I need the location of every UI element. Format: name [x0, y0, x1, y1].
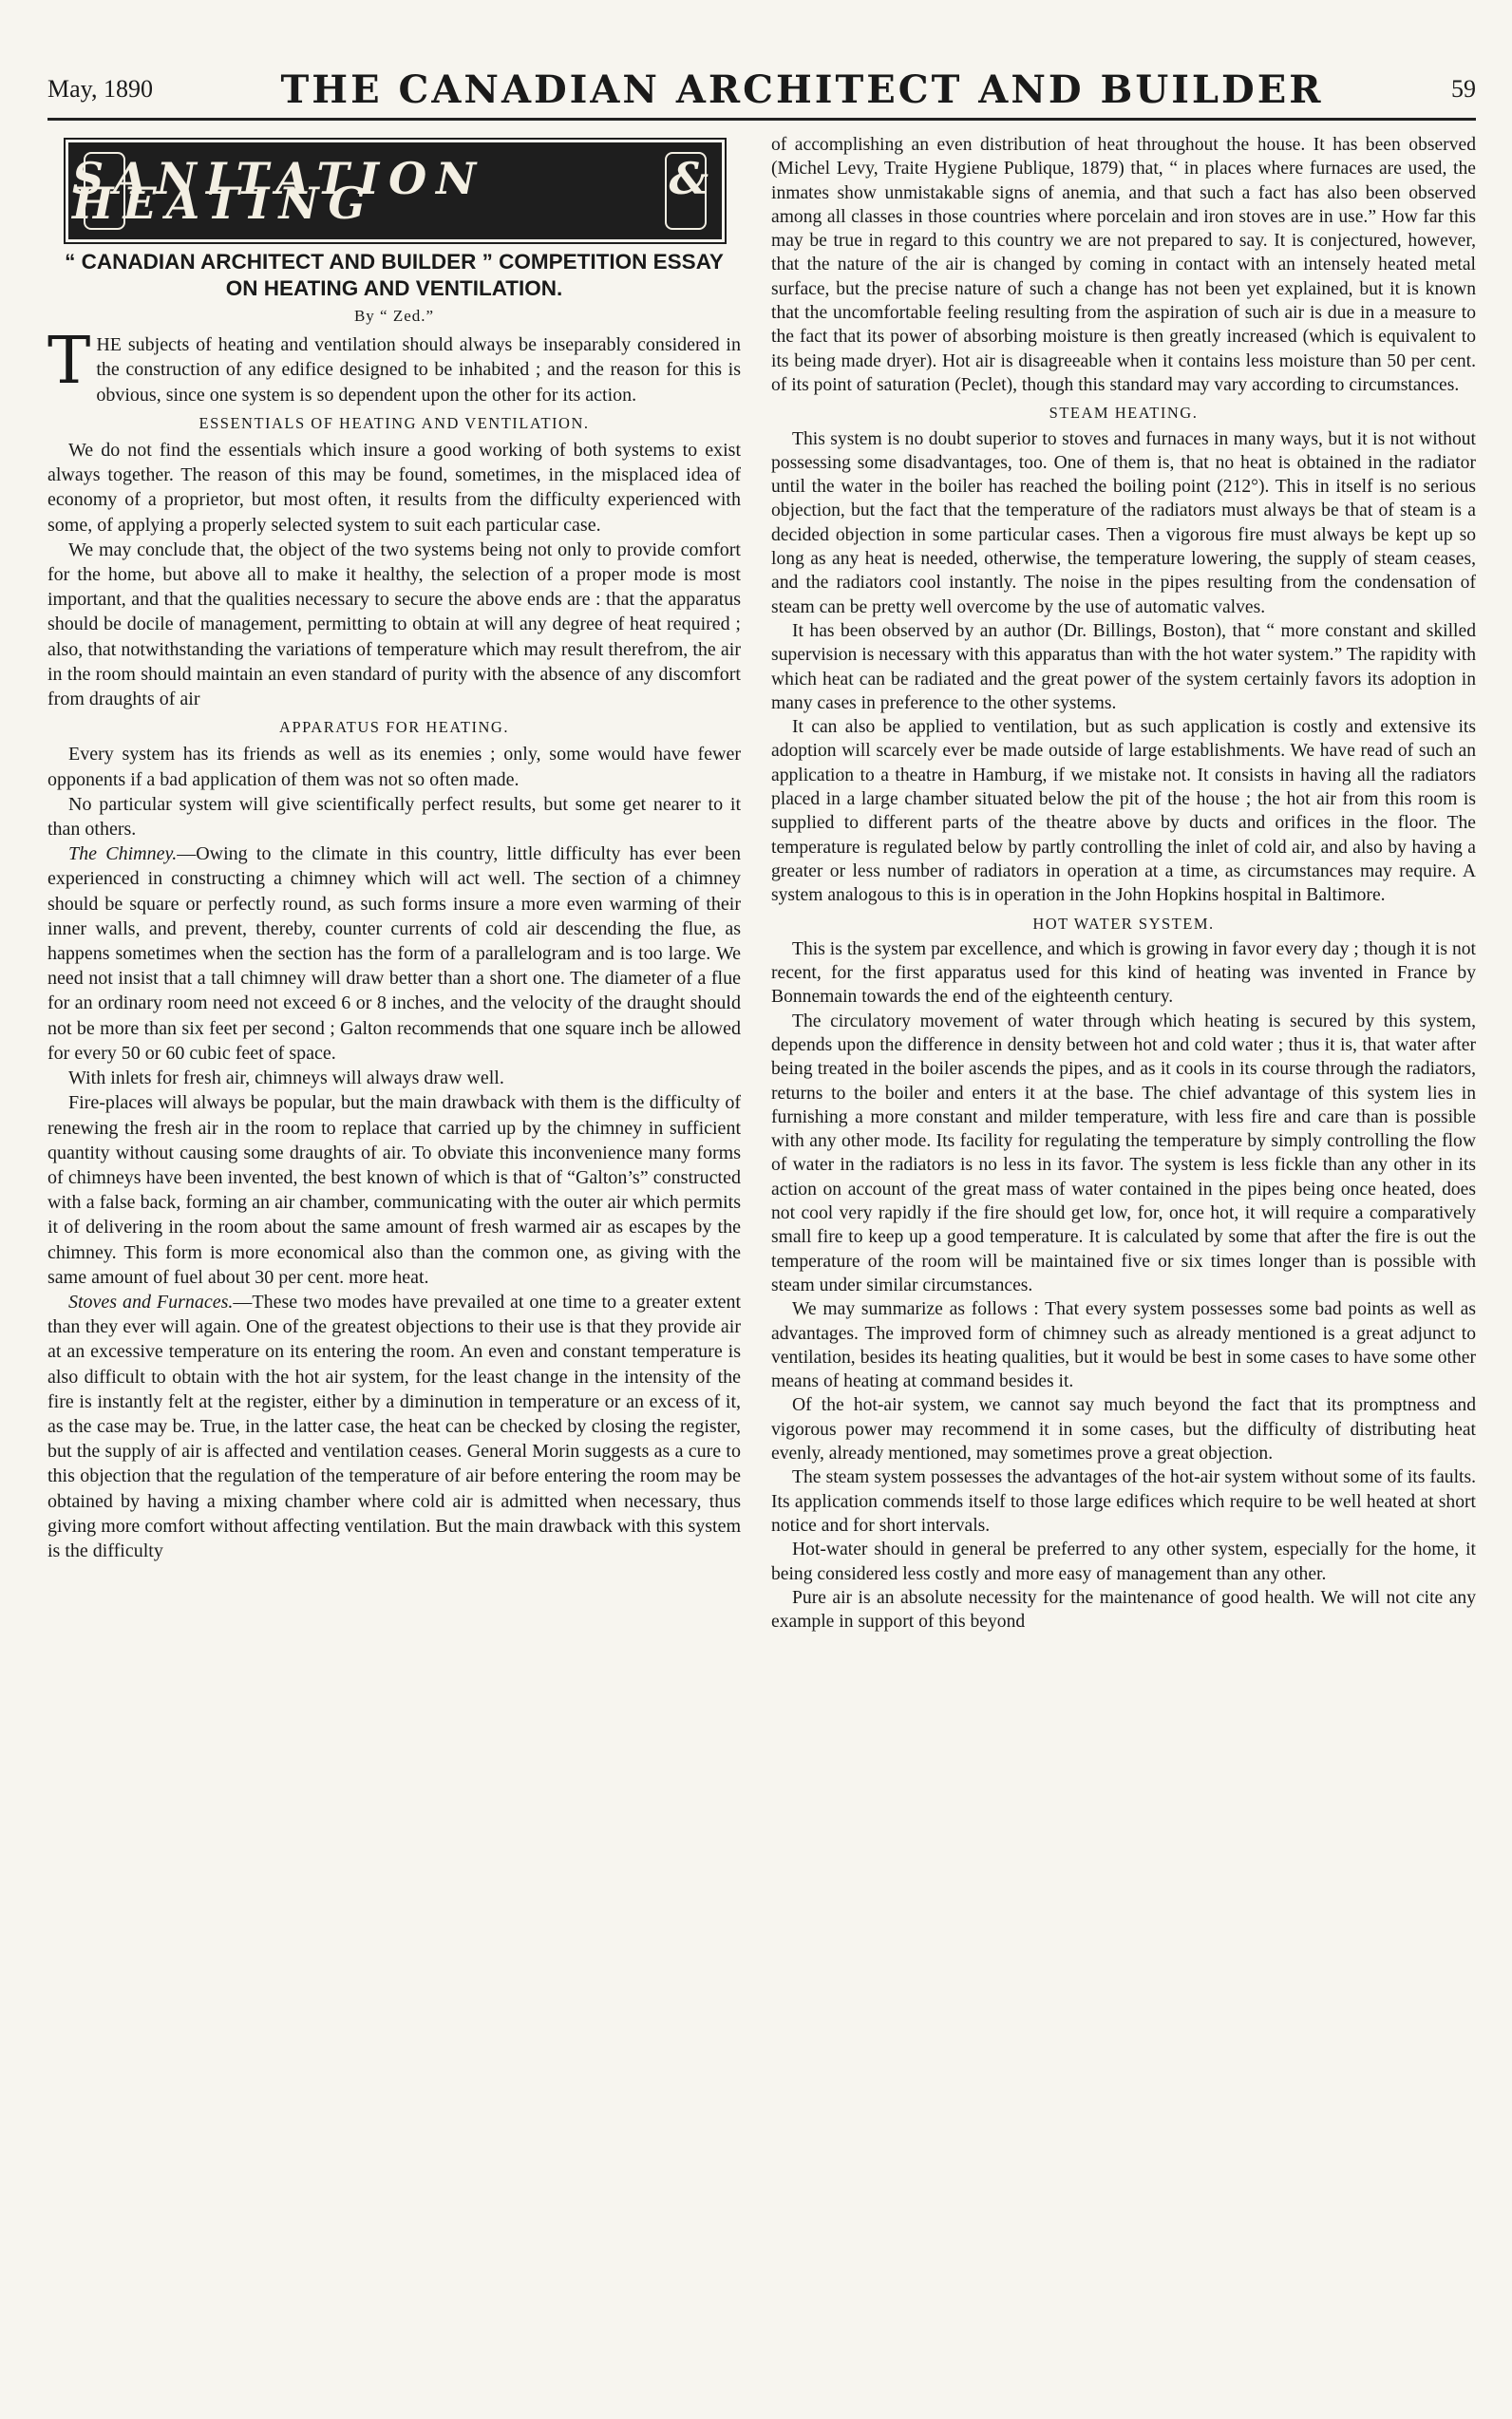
paragraph: Every system has its friends as well as its enemies ; only, some would have fewer opponents if a bad application of them was not so often made.	[47, 744, 741, 790]
paragraph: The circulatory movement of water through which heating is secured by this system, depends upon the difference in density between hot and cold water ; thus it is, that water after being treated in the boiler ascends the pipes, and as it cools in its course through the radiators, returns to the boiler and enters it at the base. The chief advantage of this system lies in furnishing a more constant and milder temperature, with less fire and care than is possible with any other mode. Its facility for regulating the temperature by simply controlling the flow of water in the radiators is no less in its favor. The system is less fickle than any other in its action on account of the great mass of water contained in the pipes being once heated, does not cool very rapidly if the fire should get low, for, once hot, it will require a comparatively small fire to keep up a good temperature. It is calculated by some that after the fire is out the temperature of the room will be maintained five or six times longer than is possible with steam under similar circumstances.	[771, 1011, 1476, 1295]
article-title: “ CANADIAN ARCHITECT AND BUILDER ” COMPETITION ESSAY ON HEATING AND VENTILATION.	[65, 250, 724, 300]
paragraph: We may conclude that, the object of the two systems being not only to provide comfort for the home, but above all to make it healthy, the selection of a proper mode is most important, and that the qualities necessary to secure the above ends are : that the apparatus should be docile of management, permitting to obtain at will any degree of heat required ; also, that notwithstanding the variations of temperature which may result therefrom, the air in the room should maintain an even standard of purity with the absence of any discomfort from draughts of air	[47, 539, 741, 710]
paragraph: No particular system will give scientifically perfect results, but some get nearer to it than others.	[47, 793, 741, 841]
paragraph: Pure air is an absolute necessity for the maintenance of good health. We will not cite any example in support of this beyond	[771, 1587, 1476, 1633]
run-in-heading: Stoves and Furnaces.	[68, 1291, 234, 1313]
article-byline: By “ Zed.”	[353, 307, 435, 325]
header-rule	[47, 118, 1476, 121]
paragraph: With inlets for fresh air, chimneys will always draw well.	[68, 1068, 504, 1089]
paragraph-chimney: The Chimney.—Owing to the climate in this country, little difficulty has ever been experienced in constructing a chimney which will act well. The section of a chimney should be square or perfectly round, as such forms insure a more even warming of their inner walls, and prevent, thereby, counter currents of cold air descending the flue, as happens sometimes when the section has the form of a parallelogram and is too large. We need not insist that a tall chimney will draw better than a short one. The diameter of a flue for an ordinary room need not exceed 6 or 8 inches, and the velocity of the draught should not be more than six feet per second ; Galton recommends that one square inch be allowed for every 50 or 60 cubic feet of space.	[47, 843, 741, 1064]
intro-paragraph: THE subjects of heating and ventilation should always be inseparably considered in the construction of any edifice designed to be inhabited ; and the reason for this is obvious, since one system is so dependent upon the other for its action.	[47, 324, 741, 406]
banner-ornament-left	[84, 152, 125, 230]
paragraph: Hot-water should in general be preferred to any other system, especially for the home, it being considered less costly and more easy of management than any other.	[771, 1540, 1476, 1584]
paragraph: of accomplishing an even distribution of heat throughout the house. It has been observed (Michel Levy, Traite Hygiene Publique, 1879) that, “ in places where furnaces are used, the inmates show unmistakable signs of anemia, and that such a fact has also been observed among all classes in those countries where porcelain and iron stoves are in use.” How far this may be true in regard to this country we are not prepared to say. It is conjectured, however, that the nature of the air is changed by coming in contact with an intensely heated metal surface, but the precise nature of such a change has not been yet explained, but it is known that the uncomfortable feeling resulting from the aspiration of such air is due in a measure to the fact that its power of absorbing moisture is then greatly increased (which is equivalent to its being made dryer). Hot air is disagreeable when it contains less moisture than 50 per cent. of its point of saturation (Peclet), though this standard may vary according to circumstances.	[771, 135, 1476, 395]
section-heading-apparatus: APPARATUS FOR HEATING.	[279, 718, 509, 737]
paragraph: The steam system possesses the advantages of the hot-air system without some of its faults. Its application commends itself to those large edifices which require to be well heated at short notice and for short intervals.	[771, 1467, 1476, 1536]
drop-cap: T	[47, 324, 91, 400]
paragraph: Of the hot-air system, we cannot say much beyond the fact that its promptness and vigorous power may recommend it in some cases, but the difficulty of distributing heat evenly, already mentioned, may sometimes prove a great objection.	[771, 1395, 1476, 1465]
paragraph: It can also be applied to ventilation, but as such application is costly and extensive its adoption will scarcely ever be made outside of large establishments. We have read of such an application to a theatre in Hamburg, if we mistake not. It consists in having all the radiators placed in a large chamber situated below the pit of the house ; the hot air from this room is supplied to different parts of the theatre above by ducts and orifices in the floor. The temperature is regulated below by partly controlling the inlet of cold air, and also by having a greater or less number of radiators in operation at a time, as circumstances may require. A system analogous to this is in operation in the John Hopkins hospital in Baltimore.	[771, 717, 1476, 906]
section-heading-essentials: ESSENTIALS OF HEATING AND VENTILATION.	[198, 413, 590, 432]
running-head	[47, 66, 1476, 112]
section-heading-steam: STEAM HEATING.	[1049, 404, 1199, 423]
paragraph: We may summarize as follows : That every system possesses some bad points as well as advantages. The improved form of chimney such as already mentioned is a great adjunct to ventilation, besides its heating qualities, but it would be best in some cases to have some other means of heating at command besides it.	[771, 1299, 1476, 1392]
paragraph-stoves: Stoves and Furnaces.—These two modes have prevailed at one time to a greater extent than they ever will again. One of the greatest objections to their use is that they provide air at an excessive temperature on its entering the room. An even and constant temperature is also difficult to obtain with the hot air system, for the least change in the intensity of the fire is instantly felt at the register, either by a diminution in temperature or an excess of it, as the case may be. True, in the latter case, the heat can be checked by closing the register, but the supply of air is affected and ventilation ceases. General Morin suggests as a cure to this objection that the regulation of the temperature of air before entering the room may be obtained by having a mixing chamber where cold air is admitted when necessary, thus giving more comfort without affecting ventilation. But the main drawback with this system is the difficulty	[47, 1291, 741, 1561]
section-heading-hot-water: HOT WATER SYSTEM.	[1032, 914, 1215, 933]
paragraph: We do not find the essentials which insure a good working of both systems to exist always together. The reason of this may be found, sometimes, in the misplaced idea of economy of a proprietor, but most often, it results from the difficulty experienced with some, of applying a properly selected system to suit each particular case.	[47, 440, 741, 536]
paragraph: This is the system par excellence, and which is growing in favor every day ; though it is not recent, for the first apparatus used for this kind of heating was invented in France by Bonnemain towards the end of the eighteenth century.	[771, 938, 1476, 1008]
banner-text: SANITATION & HEATING	[72, 152, 718, 229]
page-number: 59	[1451, 75, 1476, 103]
right-column	[771, 133, 1476, 2391]
issue-date: May, 1890	[47, 75, 153, 103]
left-column	[47, 133, 741, 2391]
run-in-heading: The Chimney.	[68, 843, 178, 865]
section-banner	[68, 142, 722, 239]
paragraph: This system is no doubt superior to stoves and furnaces in many ways, but it is not without possessing some disadvantages, too. One of them is, that no heat is obtained in the radiator until the water in the boiler has reached the boiling point (212°). This in itself is no serious objection, but the fact that the temperature of the radiators must always be that of steam is a decided objection in some particular cases. Then a vigorous fire must always be kept up so long as any heat is needed, otherwise, the temperature lowering, the supply of steam ceases, and the radiators cool instantly. The noise in the pipes resulting from the condensation of steam can be pretty well overcome by the use of automatic valves.	[771, 428, 1476, 617]
journal-title: THE CANADIAN ARCHITECT AND BUILDER	[280, 66, 1324, 112]
paragraph: It has been observed by an author (Dr. Billings, Boston), that “ more constant and skilled supervision is necessary with this apparatus than with the hot water system.” The rapidity with which heat can be radiated and the great power of the system certainly favors its adoption in many cases in preference to the other systems.	[771, 620, 1476, 713]
paragraph: Fire-places will always be popular, but the main drawback with them is the difficulty of renewing the fresh air in the room to replace that carried up by the chimney in sufficient quantity without causing some draughts of air. To obviate this inconvenience many forms of chimneys have been invented, the best known of which is that of “Galton’s” constructed with a false back, forming an air chamber, communicating with the outer air which permits it of delivering in the room about the same amount of fresh warmed air as escapes by the chimney. This form is more economical also than the common one, as giving with the same amount of fuel about 30 per cent. more heat.	[47, 1092, 741, 1288]
banner-ornament-right	[665, 152, 707, 230]
